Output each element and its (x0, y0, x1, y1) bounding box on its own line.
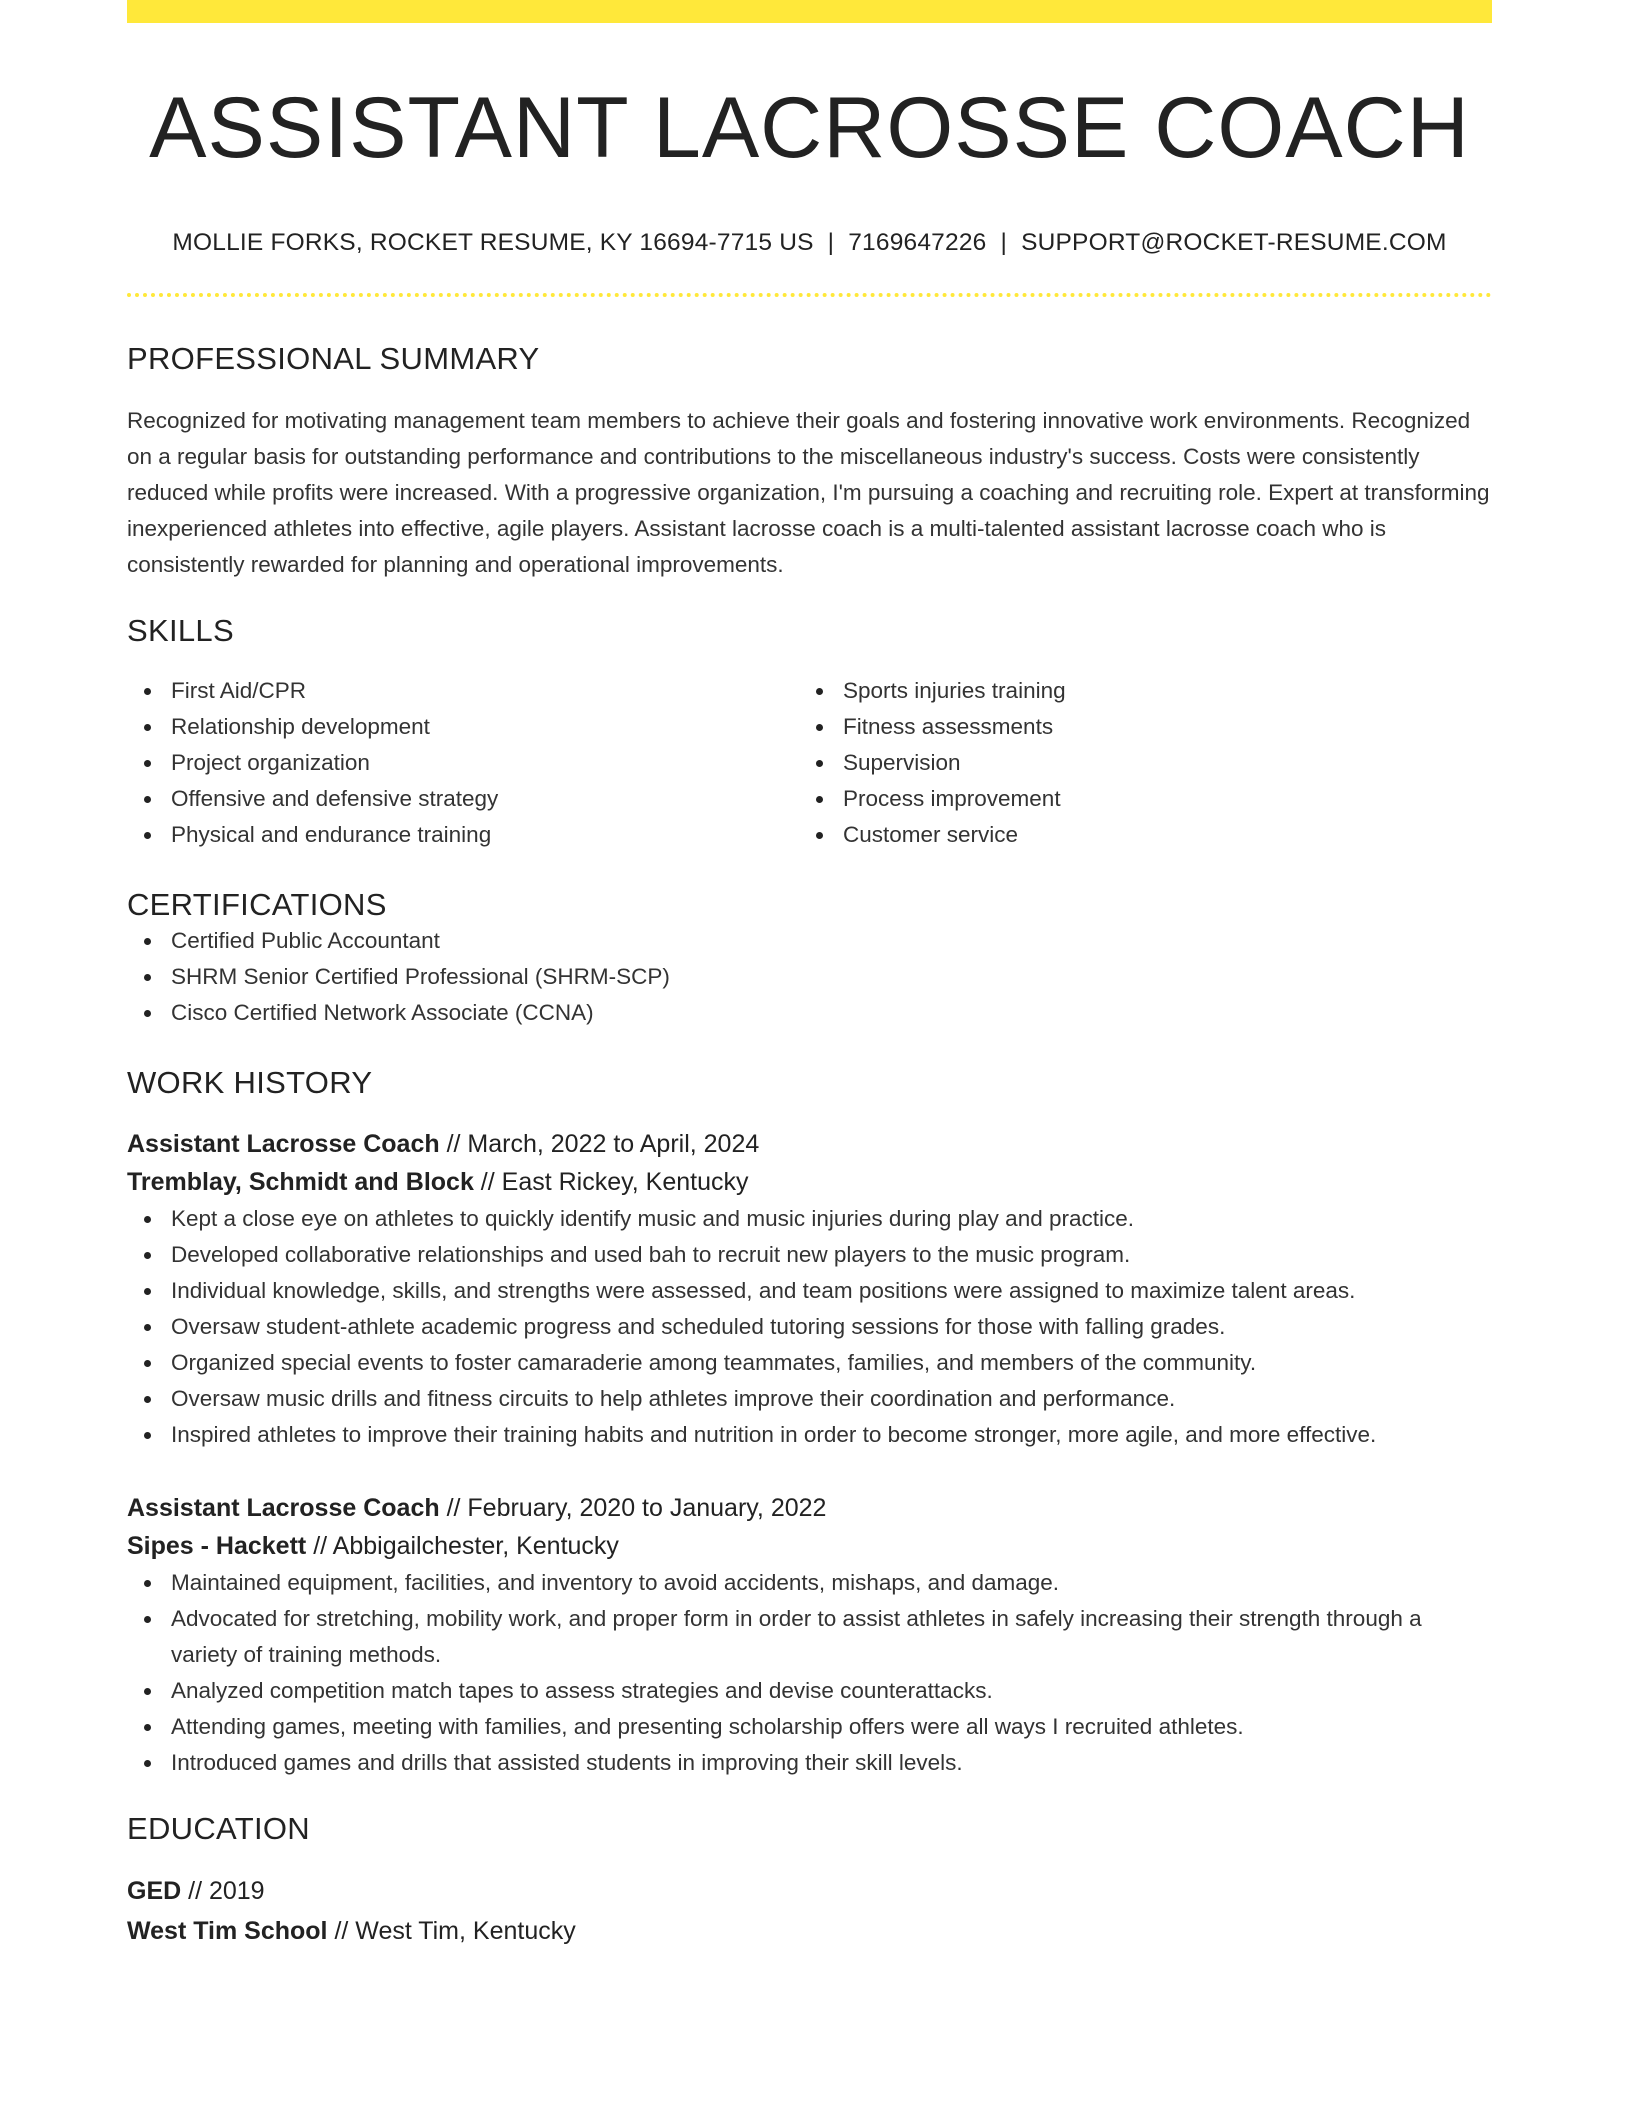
job-title-line (127, 1489, 1492, 1527)
job-duty-item: Individual knowledge, skills, and strengths were assessed, and team positions were assigned to maximize talent areas. (127, 1273, 1492, 1309)
work-history-heading: WORK HISTORY (127, 1065, 373, 1101)
job-duty-item: Attending games, meeting with families, and presenting scholarship offers were all ways I recruited athletes. (127, 1709, 1492, 1745)
job-duty-item: Organized special events to foster camaraderie among teammates, families, and members of the community. (127, 1345, 1492, 1381)
job-duty-item: Analyzed competition match tapes to assess strategies and devise counterattacks. (127, 1673, 1492, 1709)
job-title: Assistant Lacrosse Coach (127, 1130, 440, 1159)
certification-item: SHRM Senior Certified Professional (SHRM-SCP) (127, 959, 1492, 995)
job-duty-item: Oversaw student-athlete academic progress and scheduled tutoring sessions for those with falling grades. (127, 1309, 1492, 1345)
job-duty-item: Developed collaborative relationships and used bah to recruit new players to the music program. (127, 1237, 1492, 1273)
skill-item: First Aid/CPR (127, 673, 799, 709)
job-location: // Abbigailchester, Kentucky (306, 1532, 619, 1561)
job-entry (127, 1125, 1492, 1453)
job-duty-item: Maintained equipment, facilities, and inventory to avoid accidents, mishaps, and damage. (127, 1565, 1492, 1601)
skills-column-right (799, 673, 1471, 853)
job-duty-item: Kept a close eye on athletes to quickly identify music and music injuries during play and practice. (127, 1201, 1492, 1237)
skills-list (127, 673, 1492, 853)
education-school: West Tim School (127, 1917, 328, 1946)
skill-item: Sports injuries training (799, 673, 1471, 709)
resume-page (127, 0, 1492, 1951)
education-year: // 2019 (181, 1877, 265, 1906)
education-location: // West Tim, Kentucky (327, 1917, 576, 1946)
skills-column-left (127, 673, 799, 853)
job-duty-item: Oversaw music drills and fitness circuits to help athletes improve their coordination and performance. (127, 1381, 1492, 1417)
contact-email: SUPPORT@ROCKET-RESUME.COM (1021, 229, 1447, 257)
certifications-heading: CERTIFICATIONS (127, 887, 387, 923)
education-school-line (127, 1911, 1492, 1951)
skill-item: Offensive and defensive strategy (127, 781, 799, 817)
contact-separator: | (1000, 229, 1008, 257)
contact-phone: 7169647226 (848, 229, 987, 257)
skill-item: Project organization (127, 745, 799, 781)
job-title-line (127, 1125, 1492, 1163)
job-duty-item: Advocated for stretching, mobility work, and proper form in order to assist athletes in safely increasing their strength through a variety of training methods. (127, 1601, 1492, 1673)
contact-separator: | (827, 229, 835, 257)
job-company: Tremblay, Schmidt and Block (127, 1168, 474, 1197)
job-duties-list (127, 1201, 1492, 1453)
education-heading: EDUCATION (127, 1811, 310, 1847)
accent-top-bar (127, 0, 1492, 23)
dotted-divider (127, 293, 1492, 297)
job-title: Assistant Lacrosse Coach (127, 1494, 440, 1523)
certification-item: Certified Public Accountant (127, 923, 1492, 959)
skill-item: Supervision (799, 745, 1471, 781)
job-entry (127, 1489, 1492, 1781)
certification-item: Cisco Certified Network Associate (CCNA) (127, 995, 1492, 1031)
summary-text: Recognized for motivating management team members to achieve their goals and fostering innovative work environments. Recognized on a regular basis for outstanding performance and contributions to the miscellaneous industry's success. Costs were consistently reduced while profits were increased. With a progressive organization, I'm pursuing a coaching and recruiting role. Expert at transforming inexperienced athletes into effective, agile players. Assistant lacrosse coach is a multi-talented assistant lacrosse coach who is consistently rewarded for planning and operational improvements. (127, 408, 1490, 578)
summary-heading: PROFESSIONAL SUMMARY (127, 341, 540, 377)
skill-item: Process improvement (799, 781, 1471, 817)
skill-item: Fitness assessments (799, 709, 1471, 745)
job-dates: // February, 2020 to January, 2022 (439, 1494, 827, 1523)
skill-item: Relationship development (127, 709, 799, 745)
certifications-list (127, 923, 1492, 1031)
resume-title: ASSISTANT LACROSSE COACH (149, 80, 1470, 176)
education-degree-line (127, 1871, 1492, 1911)
job-duties-list (127, 1565, 1492, 1781)
education-degree: GED (127, 1877, 182, 1906)
job-company-line (127, 1163, 1492, 1201)
job-location: // East Rickey, Kentucky (473, 1168, 749, 1197)
job-duty-item: Introduced games and drills that assisted students in improving their skill levels. (127, 1745, 1492, 1781)
skill-item: Physical and endurance training (127, 817, 799, 853)
job-duty-item: Inspired athletes to improve their training habits and nutrition in order to become stronger, more agile, and more effective. (127, 1417, 1492, 1453)
job-company: Sipes - Hackett (127, 1532, 307, 1561)
job-company-line (127, 1527, 1492, 1565)
skill-item: Customer service (799, 817, 1471, 853)
contact-line (127, 229, 1492, 257)
job-dates: // March, 2022 to April, 2024 (439, 1130, 760, 1159)
contact-address: MOLLIE FORKS, ROCKET RESUME, KY 16694-7715 US (172, 229, 814, 257)
skills-heading: SKILLS (127, 613, 234, 649)
